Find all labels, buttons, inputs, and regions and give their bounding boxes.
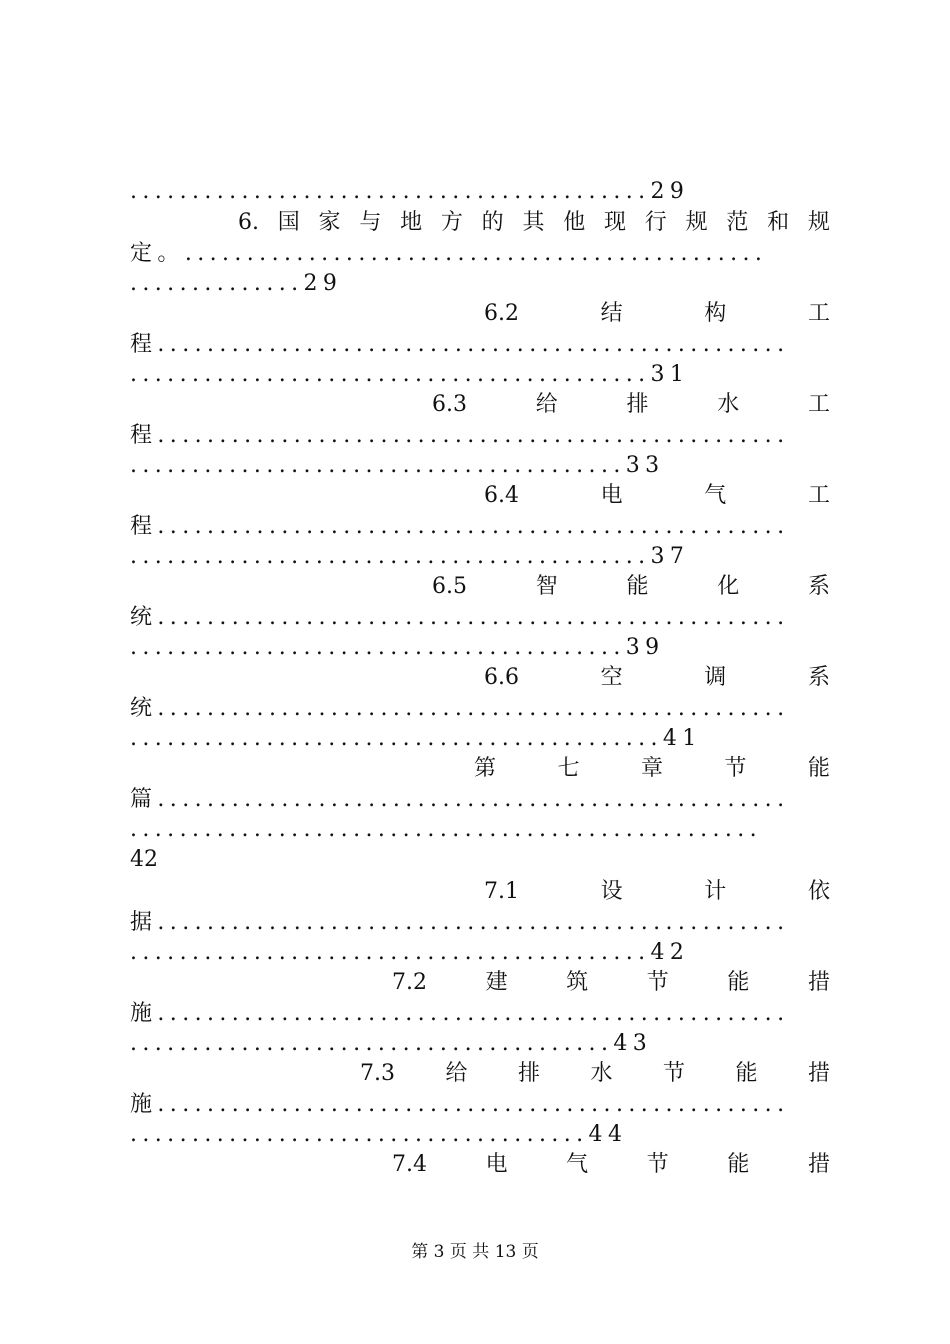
toc-leader-line: ..........................................37 <box>130 544 690 569</box>
toc-leader-line: 施................................................... <box>130 1092 790 1117</box>
toc-page-number: 33 <box>625 453 665 478</box>
toc-page-number: 44 <box>588 1122 628 1147</box>
page-footer: 第 3 页 共 13 页 <box>411 1242 539 1262</box>
toc-entry-title: 6.5 智 能 化 系 <box>432 574 830 599</box>
toc-entry-title: 7.4 电 气 节 能 措 <box>392 1152 830 1177</box>
toc-page-number: 29 <box>303 271 343 296</box>
toc-leader-line: 程................................................... <box>130 332 790 357</box>
toc-page-number: 39 <box>625 635 665 660</box>
toc-leader-line: 定。............................................... <box>130 241 768 266</box>
toc-leader-line: ...........................................41 <box>130 726 702 751</box>
toc-page-number: 31 <box>650 362 690 387</box>
toc-leader-line: 程................................................... <box>130 423 790 448</box>
toc-entry-title: 6. 国 家 与 地 方 的 其 他 现 行 规 范 和 规 <box>238 210 830 235</box>
toc-leader-line: ..........................................42 <box>130 940 690 965</box>
toc-entry-title: 7.3 给 排 水 节 能 措 <box>360 1061 830 1086</box>
toc-leader-line: ..........................................29 <box>130 179 690 204</box>
toc-leader-line: 统................................................... <box>130 605 790 630</box>
toc-entry-title: 7.1 设 计 依 <box>484 879 830 904</box>
toc-entry-title: 第 七 章 节 能 <box>474 756 830 781</box>
toc-page-number: 29 <box>650 179 690 204</box>
toc-leader-line: .....................................44 <box>130 1122 628 1147</box>
toc-leader-line: ..........................................31 <box>130 362 690 387</box>
toc-entry-title: 7.2 建 筑 节 能 措 <box>392 970 830 995</box>
toc-entry-title: 6.2 结 构 工 <box>484 301 830 326</box>
toc-leader-line: 据................................................... <box>130 910 790 935</box>
toc-page-number: 41 <box>662 726 702 751</box>
toc-leader-line: 程................................................... <box>130 514 790 539</box>
toc-leader-line: 篇................................................... <box>130 787 790 812</box>
toc-entry-title: 6.4 电 气 工 <box>484 483 830 508</box>
toc-leader-line: ................................................... <box>130 817 763 842</box>
toc-leader-line: ..............29 <box>130 271 343 296</box>
toc-page-number: 42 <box>650 940 690 965</box>
toc-page-number: 37 <box>650 544 690 569</box>
toc-leader-line: ........................................33 <box>130 453 665 478</box>
toc-leader-line: ........................................39 <box>130 635 665 660</box>
toc-leader-line: .......................................43 <box>130 1031 653 1056</box>
toc-entry-title: 6.3 给 排 水 工 <box>432 392 830 417</box>
toc-leader-line: 施................................................... <box>130 1001 790 1026</box>
toc-page-number: 42 <box>130 847 158 872</box>
toc-entry-title: 6.6 空 调 系 <box>484 665 830 690</box>
toc-page-number: 43 <box>613 1031 653 1056</box>
toc-leader-line: 统................................................... <box>130 696 790 721</box>
